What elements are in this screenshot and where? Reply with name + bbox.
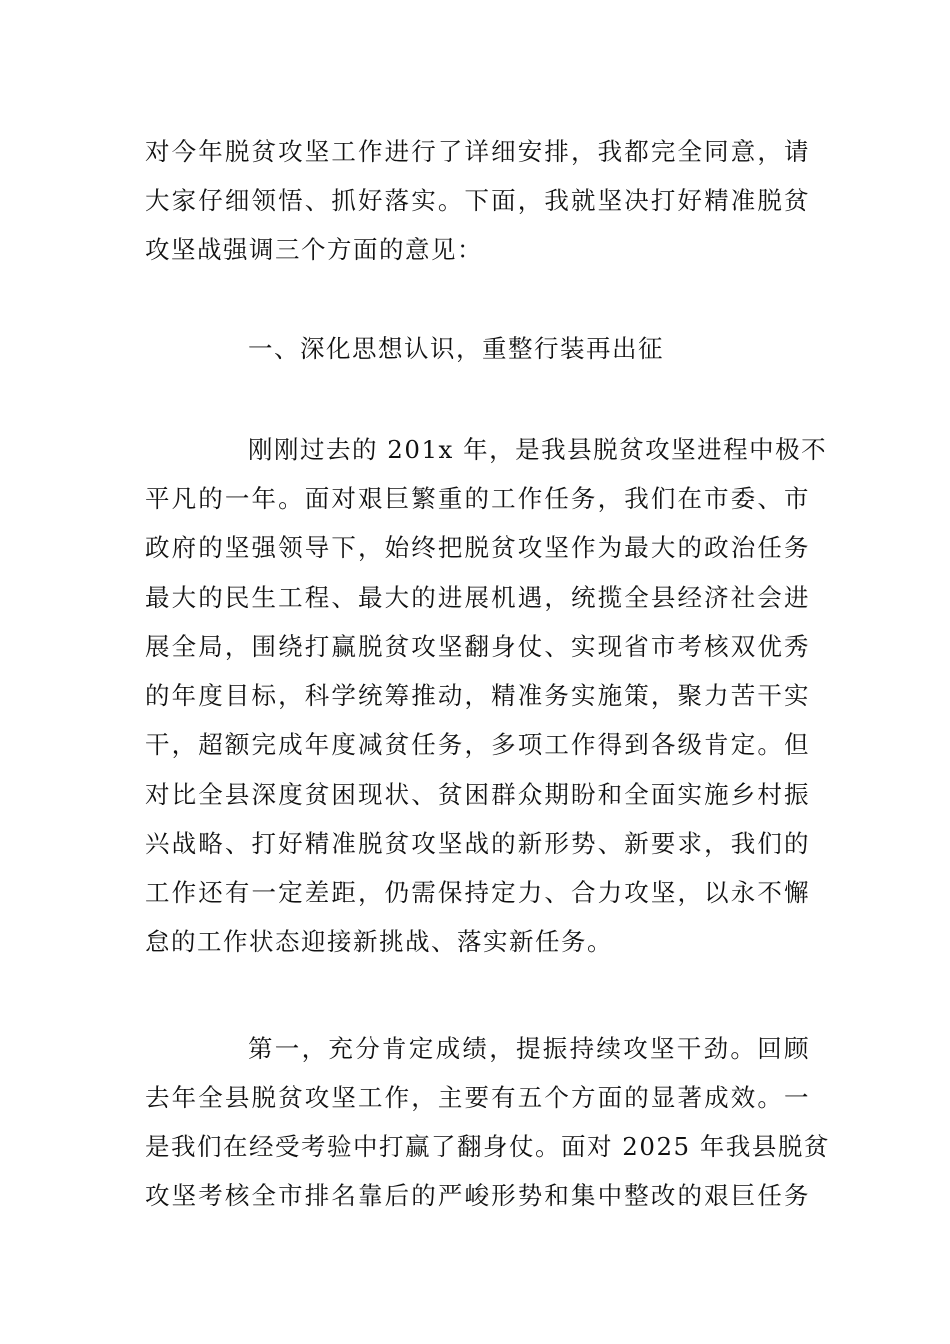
paragraph-1-line-6: 的年度目标，科学统筹推动，精准务实施策，聚力苦干实: [145, 681, 810, 710]
intro-line-3: 攻坚战强调三个方面的意见：: [145, 235, 483, 264]
paragraph-1-line-1: 刚刚过去的 201x 年，是我县脱贫攻坚进程中极不: [248, 435, 828, 464]
paragraph-1-line-8: 对比全县深度贫困现状、贫困群众期盼和全面实施乡村振: [145, 780, 810, 809]
paragraph-1-line-2: 平凡的一年。面对艰巨繁重的工作任务，我们在市委、市: [145, 484, 810, 513]
paragraph-1-line-3: 政府的坚强领导下，始终把脱贫攻坚作为最大的政治任务: [145, 533, 810, 562]
intro-line-2: 大家仔细领悟、抓好落实。下面，我就坚决打好精准脱贫: [145, 186, 810, 215]
paragraph-1-line-7: 干，超额完成年度减贫任务，多项工作得到各级肯定。但: [145, 730, 810, 759]
paragraph-2-line-2: 去年全县脱贫攻坚工作，主要有五个方面的显著成效。一: [145, 1083, 810, 1112]
paragraph-1-line-10: 工作还有一定差距，仍需保持定力、合力攻坚，以永不懈: [145, 878, 810, 907]
section-heading: 一、深化思想认识，重整行装再出征: [248, 334, 664, 363]
paragraph-1-line-11: 怠的工作状态迎接新挑战、落实新任务。: [145, 927, 613, 956]
paragraph-2-line-4: 攻坚考核全市排名靠后的严峻形势和集中整改的艰巨任务: [145, 1181, 810, 1210]
paragraph-2-line-3: 是我们在经受考验中打赢了翻身仗。面对 2025 年我县脱贫: [145, 1132, 830, 1161]
paragraph-1-line-5: 展全局，围绕打赢脱贫攻坚翻身仗、实现省市考核双优秀: [145, 632, 810, 661]
intro-line-1: 对今年脱贫攻坚工作进行了详细安排，我都完全同意，请: [145, 137, 810, 166]
paragraph-1-line-4: 最大的民生工程、最大的进展机遇，统揽全县经济社会进: [145, 583, 810, 612]
paragraph-1-line-9: 兴战略、打好精准脱贫攻坚战的新形势、新要求，我们的: [145, 829, 810, 858]
paragraph-2-line-1: 第一，充分肯定成绩，提振持续攻坚干劲。回顾: [248, 1034, 810, 1063]
